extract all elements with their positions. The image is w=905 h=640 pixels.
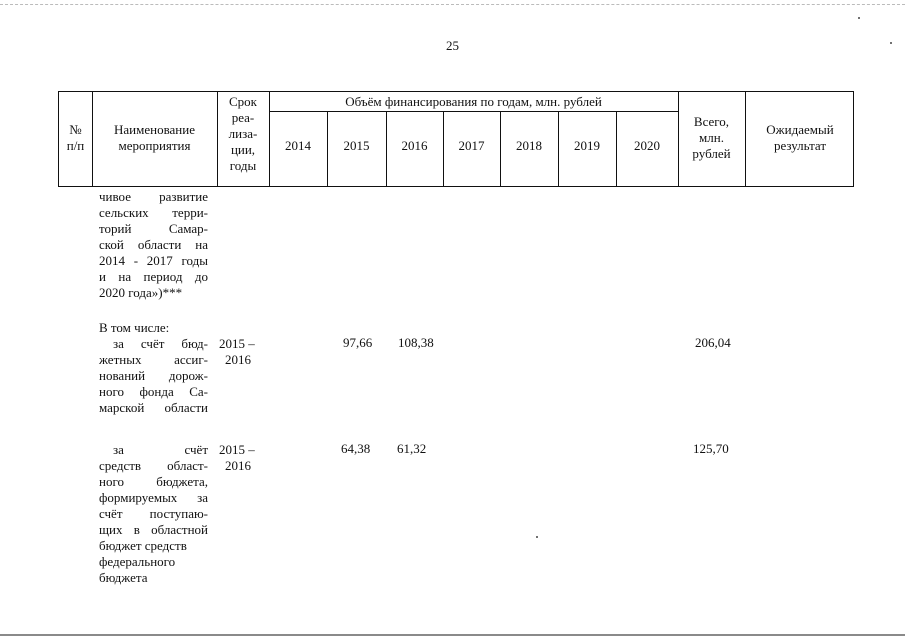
row-2-value-2016: 61,32 xyxy=(397,441,427,456)
row-2-value-2015: 64,38 xyxy=(341,441,371,456)
header-term: Срок реа- лиза- ции, годы xyxy=(228,94,258,173)
scan-speck xyxy=(858,17,860,19)
row-2-total: 125,70 xyxy=(693,441,729,456)
page-number: 25 xyxy=(446,38,459,53)
row-divider xyxy=(269,111,678,112)
header-year-2016: 2016 xyxy=(401,138,428,153)
header-year-2018: 2018 xyxy=(516,138,542,153)
including-label: В том числе: xyxy=(99,320,170,335)
row-2-term: 2015 – 2016 xyxy=(219,442,255,473)
header-num: № п/п xyxy=(66,122,85,153)
row-1-total: 206,04 xyxy=(695,335,731,350)
scan-edge-bottom xyxy=(0,634,905,636)
row-1-name: за счёт бюд- жетных ассиг- нований дорож- ного фонда Са- марской области xyxy=(99,336,208,415)
row-1-term: 2015 – 2016 xyxy=(219,336,255,367)
header-result: Ожидаемый результат xyxy=(766,122,834,153)
continuation-text: чивое развитие сельских терри- торий Самар- ской области на 2014 - 2017 годы и на период до 2020 года»)*** xyxy=(99,189,208,300)
row-1-value-2016: 108,38 xyxy=(398,335,434,350)
header-year-2019: 2019 xyxy=(574,138,600,153)
header-total: Всего, млн. рублей xyxy=(692,114,731,161)
scan-edge-top xyxy=(0,4,905,5)
header-year-2017: 2017 xyxy=(458,138,485,153)
table-header xyxy=(58,91,854,187)
header-year-2014: 2014 xyxy=(285,138,311,153)
scan-speck xyxy=(890,42,892,44)
header-name: Наименование мероприятия xyxy=(114,122,195,153)
header-year-2020: 2020 xyxy=(634,138,660,153)
scan-speck xyxy=(536,536,538,538)
header-funding-title: Объём финансирования по годам, млн. рублей xyxy=(345,94,602,109)
header-year-2015: 2015 xyxy=(343,138,370,153)
row-1-value-2015: 97,66 xyxy=(343,335,373,350)
row-2-name: за счёт средств област- ного бюджета, формируемых за счёт поступаю- щих в областной бюджет средств федерального бюджета xyxy=(99,442,208,585)
